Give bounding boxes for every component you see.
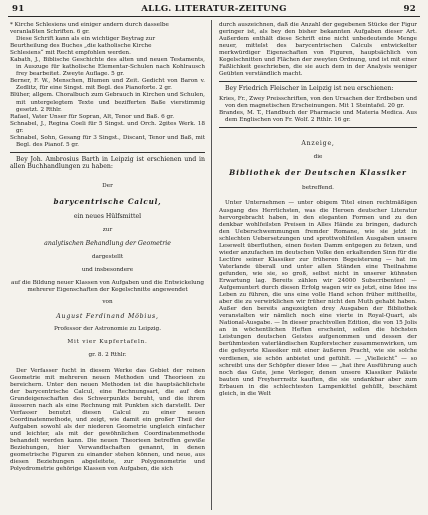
title-line: Der — [102, 182, 113, 189]
body-paragraph: Der Verfasser fucht in diesem Werke das Gebiet der reinen Geometrie mit mehreren neuen Methoden und Theorieen zu bereichern. Unter den neuen Methoden ist die hauptsächlichste der barycentrische Calcul, eine Rechnungsart, die auf den Grundeigenschaften des Schwerpunkts beruht, und die ihrem äusseren nach als eine Rechnung mit Punkten sich darstellt. Der Verfasser benutzt diesen Calcul zu einer neuen Coordinatenmethode, und zeigt, wie damit ein großer Theil der Aufgaben sowohl als der niederen Geometrie ungleich einfacher und leichter, als mit der gewöhnlichen Coordinatenmethode behandelt werden kann. Die neuen Theorieen betreffen gewiße Beziehungen, hier Verwandtschaften genannt, in denen geometrische Figuren zu einander stehen können, und neue, aus diesen Beziehungen abgeleitete, zur Polygonometrie und Polyedrometrie gehörige Klassen von Aufgaben, die sich — [10, 367, 205, 473]
text-line: Diese Schrift kann als ein wichtiger Beytrag zur — [16, 36, 156, 43]
section-rule — [219, 81, 417, 82]
notice-line: die — [313, 154, 323, 161]
book-entry: Blüher, allgem. Choralbuch zum Gebrauch in Kirchen und Schulen, mit untergelegtem Texte und bezifferten Baße vierstimmig gesetzt. 2 Rthlr. — [10, 92, 205, 113]
book-entry: Kabath, J., Biblische Geschichte des alten und neuen Testaments, in Auszuge für katholische Elementar-Schulen nach Kohlrausch frey bearbeitet. Zweyte Auflage. 5 gr. — [10, 57, 205, 78]
text-line: Schlesiens“ mit Recht empfohlen werden. — [10, 50, 131, 57]
book-entry: Kries, Fr., Zwey Preisschriften, von den Ursachen der Erdbeben und von den magnetischen Erscheinungen. Mit 1 Steintafel. 20 gr. — [219, 95, 417, 110]
header-rule — [8, 16, 420, 17]
book-entry: Schnabel, J., Regina Coeli für 5 Singst. und Orch. 2gites Werk. 18 gr. — [10, 120, 205, 134]
notice-title: Anzeige, — [301, 140, 335, 148]
title-line: Professor der Astronomie zu Leipzig. — [53, 326, 162, 333]
book-entry: Schnabel, Sohn, Gesang für 3 Singst., Discant, Tenor und Baß, mit Begl. des Pianof. 5 gr. — [10, 134, 205, 148]
text-line: * Kirche Schlesiens und einiger andern durch dasselbe — [10, 22, 169, 28]
right-column — [219, 22, 417, 510]
body-paragraph: Unter Unternehmen — unter obigem Titel einen rechtmäßigen Ausgang des Herrlichsten, was die Heroen deutscher Literatur hervorgebracht haben, in den eleganten Formen und zu den denkbar wohlfeilsten Preisen in Alles Hände zu bringen, dadurch den Ueberschwemmungen fremder Romane, wie sie jetzt in schlechten Uebersetzungen und sprottwohlfeilen Ausgaben unsere Lesewelt überfluthen, einen festen Damm entgegen zu fetzen, und wieder anzufachen im deutschen Volke den erkaltenden Sinn für die Lectüre seiner Klassiker zur früheren Begeisterung — hat im Vaterlande überall und unter allen Ständen eine Theilnahme gefunden, wie sie, so groß, selbst nicht in unserer kühnsten Erwartung lag. Bereits zählen wir 24000 Subscribenten! — Aufgemuntert durch diesen Erfolg wagen wir es jetzt, eine Idee ins Leben zu führen, die uns eine volle Hand schon früher mittheilte, aber die zu verwirklichen wir früher nicht den Muth gehabt haben. Außer den bereits angezeigten drey Ausgaben der Bibliothek veranstalten wir nämlich noch eine vierte in Royal-Quart, als National-Ausgabe. — In dieser prachtvollen Edition, die von 15 Jolis an in wöchentlichen Heften erscheint, sollen die höchsten Leistungen deutschen Geistes aufgenommen und dessen der berühmtesten vaterländischen Kupferstecher zusammenwirken, um die gefeyerte Klassiker mit einer äußeren Pracht, wie sie solche verdienen, sie schön anbietet und gefühlt. — „Vielleicht“ — so schreibt uns der Schöpfer dieser Idee — „hat ihre Ausführung auch noch das Gute, jene Verleger, denen unsere Klassiker Paläste bauten und Freyherrnsitz kauften, die sie undankbar aber zum Erbauen in die schlechtesten Lampenkittel gehüllt, beschämt gleich, in die Welt — [219, 200, 417, 397]
title-line: und insbesondere — [81, 266, 134, 273]
column-divider — [211, 20, 212, 510]
body-paragraph: durch auszeichnen, daß die Anzahl der gegebenen Stücke der Figur geringer ist, als bey den bisher bekannten Aufgaben dieser Art. Außerdem enthält diese Schrift eine nicht unbedeutende Menge neuer, mittelst des barycentrischen Calculs entwickelter merkwürdiger Eigenschaften von Figuren, hauptsächlich von Kegelschnitten und Flächen der zweyten Ordnung, und ist mit einer Faßlichkeit geschrieben, die sie auch dem in der Analysis weniger Geübten verständlich macht. — [219, 22, 417, 78]
page-number-right: 92 — [403, 4, 416, 14]
notice-subject: Bibliothek der Deutschen Klassiker — [229, 168, 407, 178]
section-rule — [10, 152, 205, 153]
book-entry: Brandes, M. T., Handbuch der Pharmacie und Materia Medica. Aus dem Englischen von Fr. Wolf. 2 Rthlr. 16 gr. — [219, 110, 417, 124]
author-name: August Ferdinand Möbius, — [56, 312, 159, 320]
announcement-heading: Bey Joh. Ambrosius Barth in Leipzig ist erschienen und in allen Buchhandlungen zu haben: — [10, 155, 205, 171]
price-line: gr. 8. 2 Rthlr. — [88, 351, 127, 358]
book-title: barycentrische Calcul, — [53, 196, 162, 206]
title-line: dargestellt — [91, 254, 124, 261]
left-column — [10, 22, 205, 510]
running-title: ALLG. LITERATUR-ZEITUNG — [141, 4, 287, 14]
title-line: Mit vier Kupfertafeln. — [67, 339, 148, 346]
title-line: analytischen Behandlung der Geometrie — [44, 240, 171, 248]
title-line: auf die Bildung neuer Klassen von Aufgaben und die Entwickelung mehrerer Eigenschaften der Kegelschnitte angewendet — [10, 279, 205, 293]
book-entry: Rafael, Vater Unser für Sopran, Alt, Tenor und Baß. 6 gr. — [10, 113, 175, 120]
notice-line: betreffend. — [302, 184, 334, 191]
text-line: veranlaßten Schriften. 6 gr. — [10, 29, 90, 36]
announcement-heading: Bey Friedrich Fleischer in Leipzig ist neu erschienen: — [225, 85, 394, 93]
title-line: ein neues Hülfsmittel — [73, 213, 142, 221]
page-number-left: 91 — [12, 4, 25, 14]
title-line: zur — [102, 227, 113, 234]
section-rule — [219, 127, 417, 128]
title-line: von — [102, 299, 113, 306]
text-line: Beurtheilung des Buches „die katholische Kirche — [10, 43, 152, 50]
book-entry: Berner, F. W., Menschen, Blumen und Zeit. Gedicht von Baron v. Zedlitz, für eine Singst. mit Begl. des Pianoforte. 2 gr. — [10, 78, 205, 92]
